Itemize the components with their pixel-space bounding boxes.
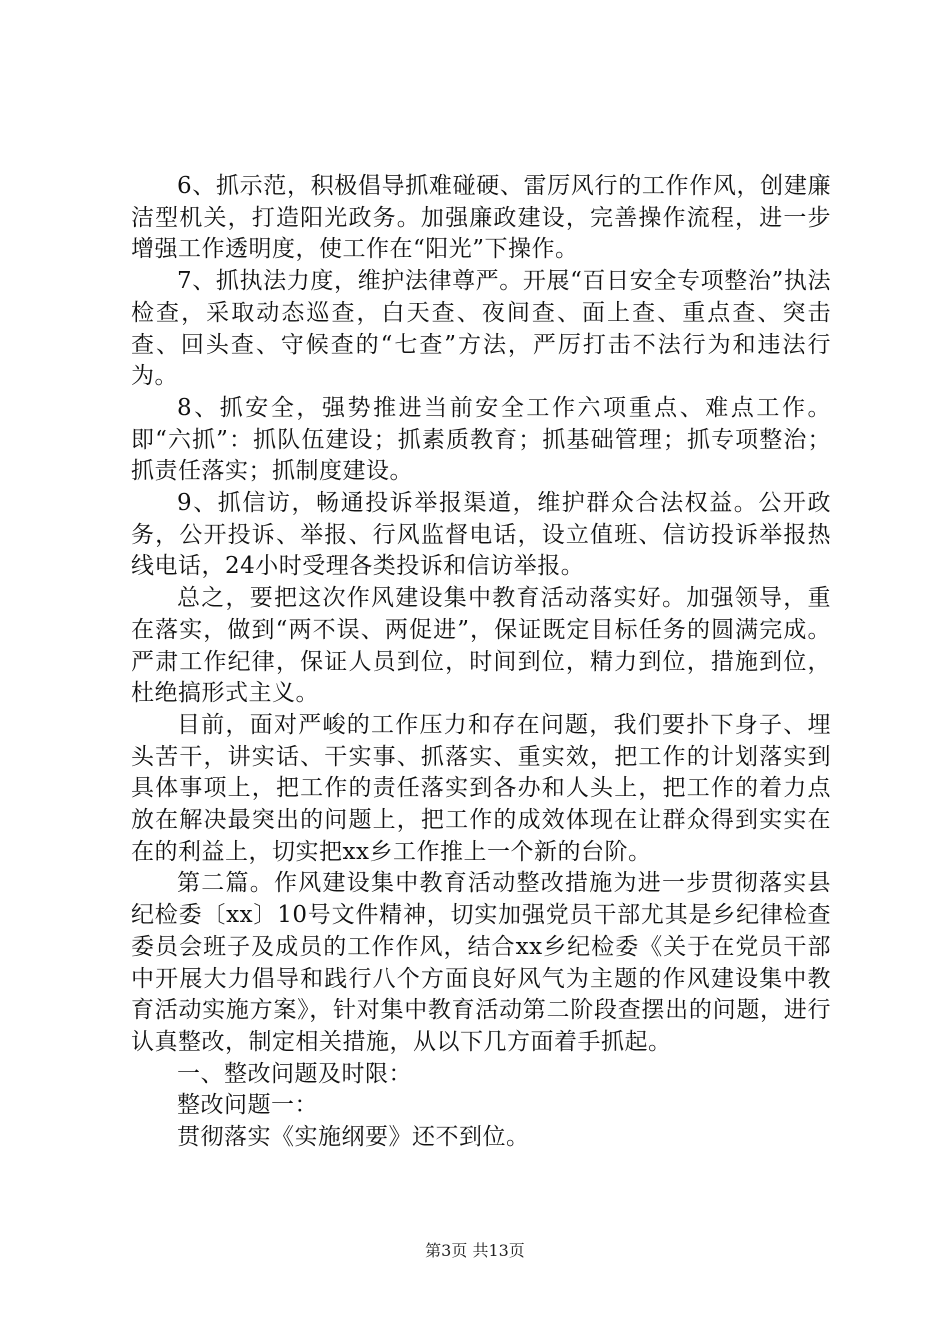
document-body xyxy=(131,171,831,1154)
subheading-issue-one: 整改问题一： xyxy=(177,1092,318,1119)
paragraph-current: 目前，面对严峻的工作压力和存在问题，我们要扑下身子、埋头苦干，讲实话、干实事、抓落实、重实效，把工作的计划落实到具体事项上，把工作的责任落实到各办和人头上，把工作的着力点放在解决最突出的问题上，把工作的成效体现在让群众得到实实在在的利益上，切实把xx乡工作推上一个新的台阶。 xyxy=(131,711,831,865)
paragraph-item-9: 9、抓信访，畅通投诉举报渠道，维护群众合法权益。公开政务，公开投诉、举报、行风监督电话，设立值班、信访投诉举报热线电话，24小时受理各类投诉和信访举报。 xyxy=(131,490,831,580)
page-number-footer: 第3页 共13页 xyxy=(425,1241,525,1260)
paragraph-item-7: 7、抓执法力度，维护法律尊严。开展“百日安全专项整治”执法检查，采取动态巡查，白天查、夜间查、面上查、重点查、突击查、回头查、守候查的“七查”方法，严厉打击不法行为和违法行为。 xyxy=(131,268,831,390)
paragraph-summary: 总之，要把这次作风建设集中教育活动落实好。加强领导，重在落实，做到“两不误、两促进”，保证既定目标任务的圆满完成。严肃工作纪律，保证人员到位，时间到位，精力到位，措施到位，杜绝搞形式主义。 xyxy=(131,585,831,707)
paragraph-item-8: 8、抓安全，强势推进当前安全工作六项重点、难点工作。即“六抓”：抓队伍建设；抓素质教育；抓基础管理；抓专项整治；抓责任落实；抓制度建设。 xyxy=(131,394,831,485)
section-heading-rectification: 一、整改问题及时限： xyxy=(177,1060,412,1087)
paragraph-item-6: 6、抓示范，积极倡导抓难碰硬、雷厉风行的工作作风，创建廉洁型机关，打造阳光政务。加强廉政建设，完善操作流程，进一步增强工作透明度，使工作在“阳光”下操作。 xyxy=(131,173,831,263)
paragraph-issue-one-detail: 贯彻落实《实施纲要》还不到位。 xyxy=(177,1124,530,1151)
paragraph-second-article: 第二篇。作风建设集中教育活动整改措施为进一步贯彻落实县纪检委〔xx〕10号文件精神，切实加强党员干部尤其是乡纪律检查委员会班子及成员的工作作风，结合xx乡纪检委《关于在党员干部中开展大力倡导和践行八个方面良好风气为主题的作风建设集中教育活动实施方案》，针对集中教育活动第二阶段查摆出的问题，进行认真整改，制定相关措施，从以下几方面着手抓起。 xyxy=(131,870,831,1055)
